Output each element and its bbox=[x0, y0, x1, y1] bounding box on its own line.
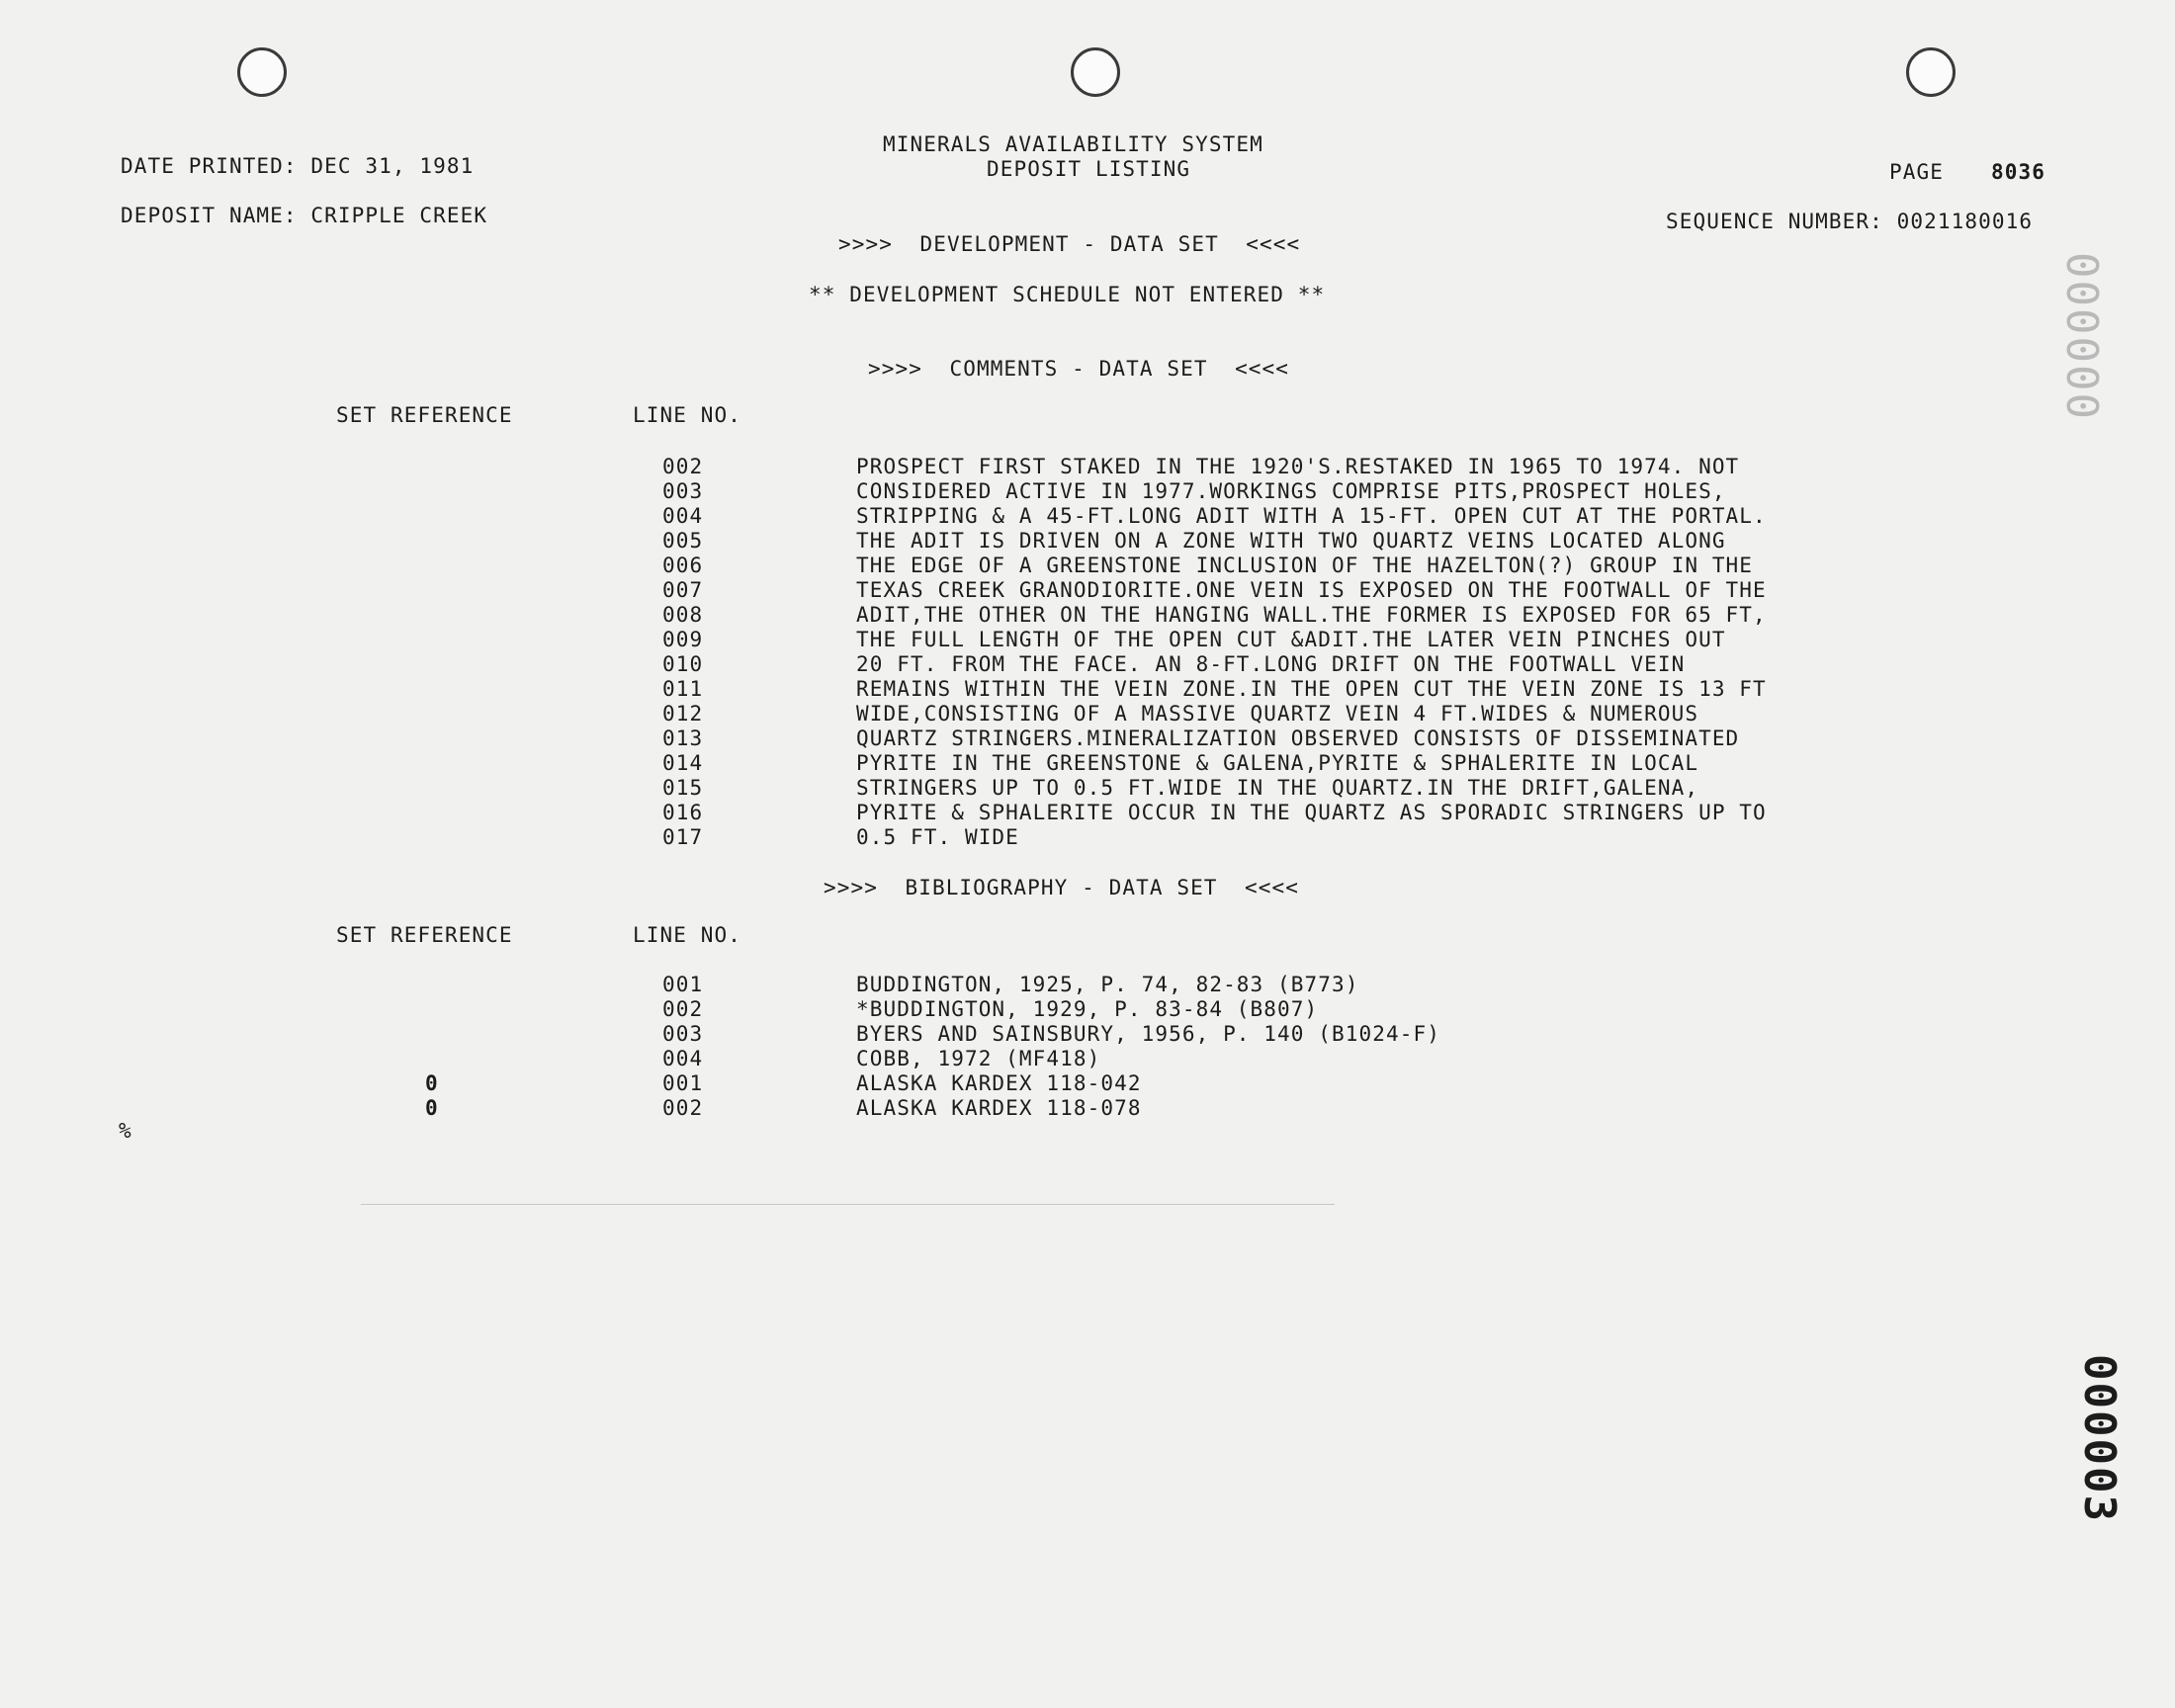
comments-heading: >>>> COMMENTS - DATA SET <<<< bbox=[868, 357, 1290, 381]
line-text: PYRITE IN THE GREENSTONE & GALENA,PYRITE & SPHALERITE IN LOCAL bbox=[856, 751, 1699, 775]
line-text: PROSPECT FIRST STAKED IN THE 1920'S.RESTAKED IN 1965 TO 1974. NOT bbox=[856, 455, 1740, 478]
line-number: 014 bbox=[662, 751, 704, 775]
table-row bbox=[0, 554, 2175, 578]
line-text: ADIT,THE OTHER ON THE HANGING WALL.THE FORMER IS EXPOSED FOR 65 FT, bbox=[856, 603, 1767, 627]
line-number: 006 bbox=[662, 554, 704, 577]
line-number: 002 bbox=[662, 997, 704, 1021]
bibliography-col-set-reference: SET REFERENCE bbox=[336, 923, 513, 947]
line-number: 013 bbox=[662, 726, 704, 750]
line-number: 004 bbox=[662, 504, 704, 528]
line-text: 20 FT. FROM THE FACE. AN 8-FT.LONG DRIFT ON THE FOOTWALL VEIN bbox=[856, 652, 1686, 676]
line-number: 001 bbox=[662, 973, 704, 996]
table-row bbox=[0, 825, 2175, 850]
development-note: ** DEVELOPMENT SCHEDULE NOT ENTERED ** bbox=[809, 283, 1326, 306]
binder-hole bbox=[1071, 47, 1120, 97]
bibliography-heading: >>>> BIBLIOGRAPHY - DATA SET <<<< bbox=[824, 876, 1300, 899]
table-row bbox=[0, 776, 2175, 801]
table-row bbox=[0, 726, 2175, 751]
table-row bbox=[0, 1096, 2175, 1121]
page-stamp: 000003 bbox=[2074, 1354, 2125, 1523]
table-row bbox=[0, 504, 2175, 529]
binder-hole bbox=[1906, 47, 1956, 97]
page-label: PAGE bbox=[1889, 160, 1944, 184]
table-row bbox=[0, 1022, 2175, 1047]
deposit-name: DEPOSIT NAME: CRIPPLE CREEK bbox=[121, 204, 488, 227]
page-stamp-faint: 000000 bbox=[2056, 252, 2107, 421]
line-number: 015 bbox=[662, 776, 704, 800]
binder-hole bbox=[237, 47, 287, 97]
line-number: 002 bbox=[662, 455, 704, 478]
bibliography-col-line-no: LINE NO. bbox=[633, 923, 741, 947]
line-text: QUARTZ STRINGERS.MINERALIZATION OBSERVED CONSISTS OF DISSEMINATED bbox=[856, 726, 1740, 750]
line-number: 008 bbox=[662, 603, 704, 627]
line-number: 011 bbox=[662, 677, 704, 701]
divider bbox=[361, 1204, 1335, 1205]
table-row bbox=[0, 578, 2175, 603]
line-text: CONSIDERED ACTIVE IN 1977.WORKINGS COMPRISE PITS,PROSPECT HOLES, bbox=[856, 479, 1726, 503]
table-row bbox=[0, 455, 2175, 479]
table-row bbox=[0, 677, 2175, 702]
set-reference: 0 bbox=[425, 1096, 438, 1120]
line-text: STRIPPING & A 45-FT.LONG ADIT WITH A 15-FT. OPEN CUT AT THE PORTAL. bbox=[856, 504, 1767, 528]
line-text: BUDDINGTON, 1925, P. 74, 82-83 (B773) bbox=[856, 973, 1359, 996]
line-number: 005 bbox=[662, 529, 704, 553]
system-title: MINERALS AVAILABILITY SYSTEM bbox=[883, 132, 1263, 156]
line-text: COBB, 1972 (MF418) bbox=[856, 1047, 1101, 1070]
line-text: PYRITE & SPHALERITE OCCUR IN THE QUARTZ AS SPORADIC STRINGERS UP TO bbox=[856, 801, 1767, 824]
table-row bbox=[0, 603, 2175, 628]
set-reference: 0 bbox=[425, 1071, 438, 1095]
line-text: STRINGERS UP TO 0.5 FT.WIDE IN THE QUARTZ.IN THE DRIFT,GALENA, bbox=[856, 776, 1699, 800]
line-text: WIDE,CONSISTING OF A MASSIVE QUARTZ VEIN 4 FT.WIDES & NUMEROUS bbox=[856, 702, 1699, 726]
line-text: BYERS AND SAINSBURY, 1956, P. 140 (B1024-F) bbox=[856, 1022, 1440, 1046]
date-printed: DATE PRINTED: DEC 31, 1981 bbox=[121, 154, 475, 178]
table-row bbox=[0, 652, 2175, 677]
line-number: 003 bbox=[662, 479, 704, 503]
table-row bbox=[0, 801, 2175, 825]
table-row bbox=[0, 1047, 2175, 1071]
line-number: 007 bbox=[662, 578, 704, 602]
line-text: TEXAS CREEK GRANODIORITE.ONE VEIN IS EXPOSED ON THE FOOTWALL OF THE bbox=[856, 578, 1767, 602]
table-row bbox=[0, 479, 2175, 504]
line-number: 004 bbox=[662, 1047, 704, 1070]
comments-col-line-no: LINE NO. bbox=[633, 403, 741, 427]
line-number: 016 bbox=[662, 801, 704, 824]
page-number: 8036 bbox=[1991, 160, 2045, 184]
comments-col-set-reference: SET REFERENCE bbox=[336, 403, 513, 427]
line-number: 010 bbox=[662, 652, 704, 676]
line-text: THE FULL LENGTH OF THE OPEN CUT &ADIT.THE LATER VEIN PINCHES OUT bbox=[856, 628, 1726, 651]
line-number: 009 bbox=[662, 628, 704, 651]
line-text: THE ADIT IS DRIVEN ON A ZONE WITH TWO QUARTZ VEINS LOCATED ALONG bbox=[856, 529, 1726, 553]
development-heading: >>>> DEVELOPMENT - DATA SET <<<< bbox=[838, 232, 1301, 256]
table-row bbox=[0, 997, 2175, 1022]
table-row bbox=[0, 1071, 2175, 1096]
line-number: 002 bbox=[662, 1096, 704, 1120]
line-text: REMAINS WITHIN THE VEIN ZONE.IN THE OPEN CUT THE VEIN ZONE IS 13 FT bbox=[856, 677, 1767, 701]
table-row bbox=[0, 751, 2175, 776]
line-number: 001 bbox=[662, 1071, 704, 1095]
table-row bbox=[0, 702, 2175, 726]
table-row bbox=[0, 529, 2175, 554]
line-number: 017 bbox=[662, 825, 704, 849]
table-row bbox=[0, 628, 2175, 652]
end-marker: % bbox=[119, 1119, 132, 1143]
sequence-number: SEQUENCE NUMBER: 0021180016 bbox=[1666, 210, 2034, 233]
listing-title: DEPOSIT LISTING bbox=[987, 157, 1191, 181]
line-number: 003 bbox=[662, 1022, 704, 1046]
table-row bbox=[0, 973, 2175, 997]
line-text: ALASKA KARDEX 118-042 bbox=[856, 1071, 1142, 1095]
line-text: *BUDDINGTON, 1929, P. 83-84 (B807) bbox=[856, 997, 1319, 1021]
line-text: 0.5 FT. WIDE bbox=[856, 825, 1019, 849]
line-text: ALASKA KARDEX 118-078 bbox=[856, 1096, 1142, 1120]
line-number: 012 bbox=[662, 702, 704, 726]
line-text: THE EDGE OF A GREENSTONE INCLUSION OF THE HAZELTON(?) GROUP IN THE bbox=[856, 554, 1754, 577]
